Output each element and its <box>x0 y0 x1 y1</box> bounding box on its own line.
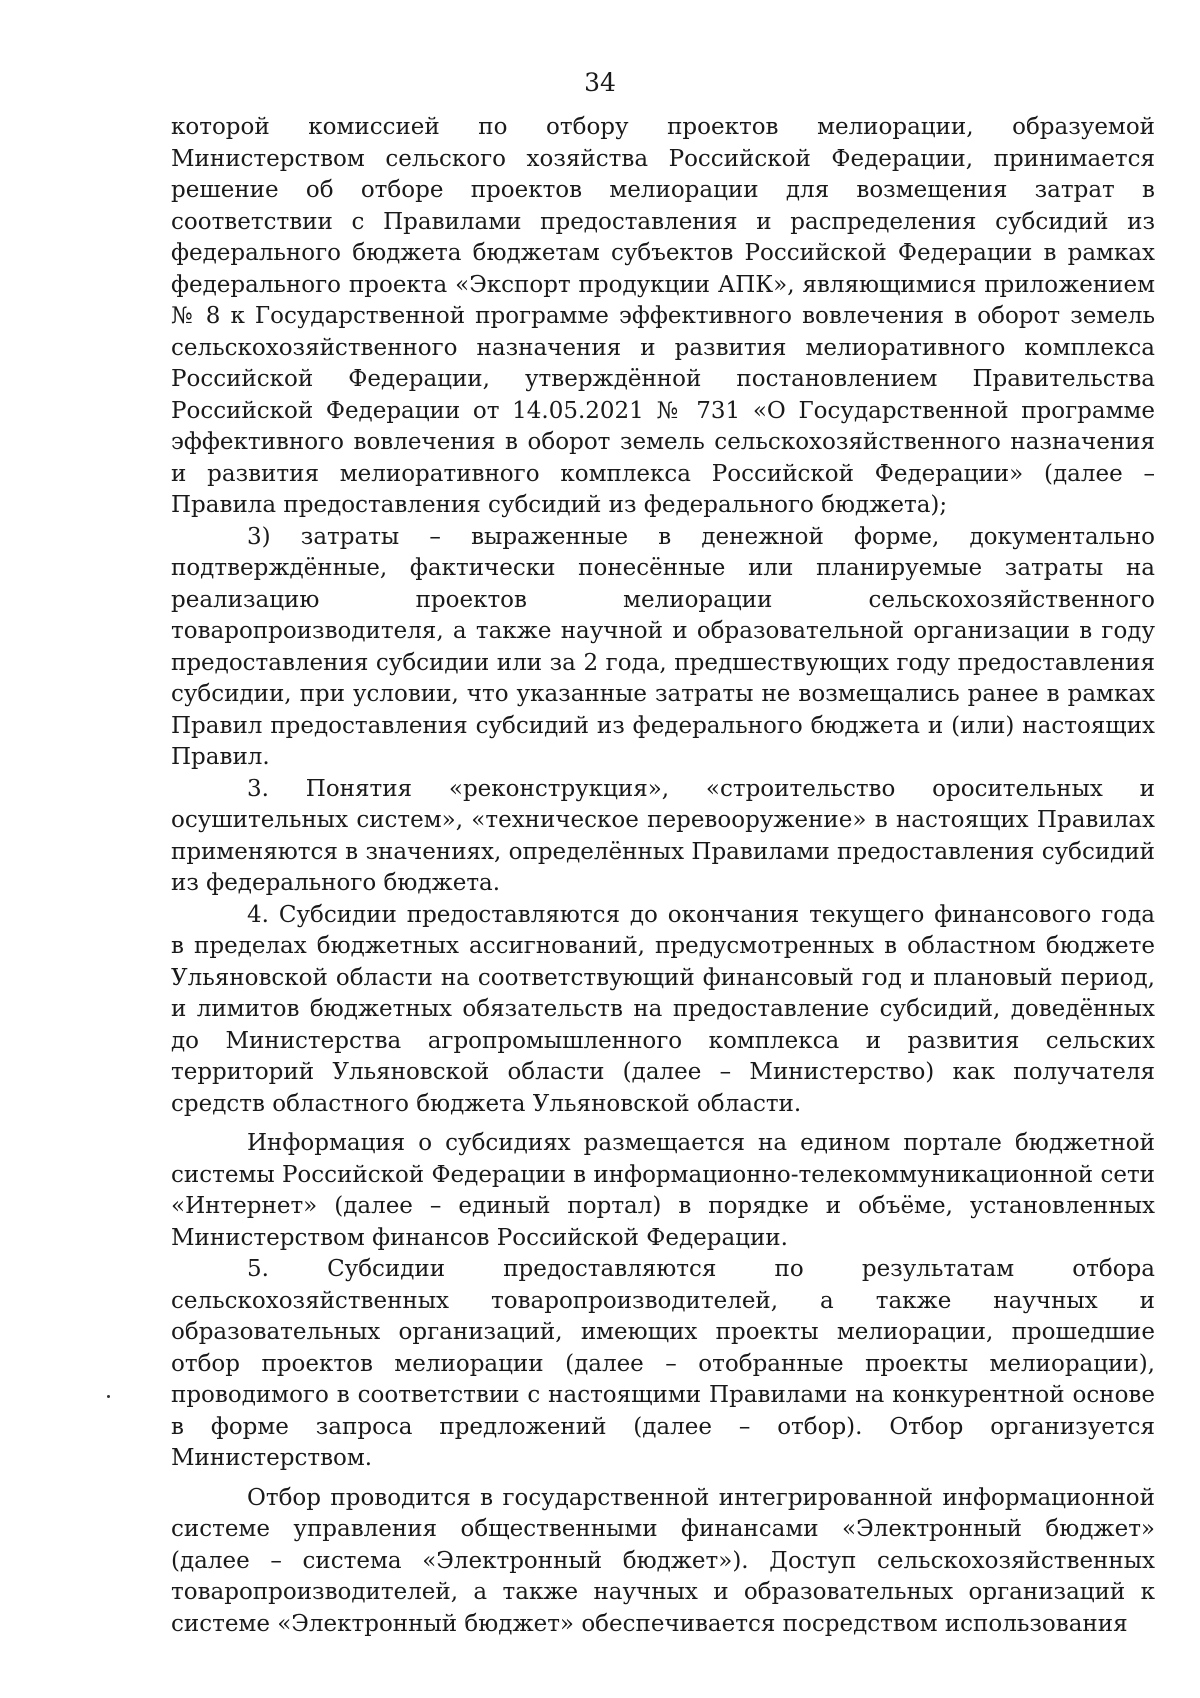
paragraph-clause-3: 3. Понятия «реконструкция», «строительство оросительных и осушительных систем», «техническое перевооружение» в настоящих Правилах применяются в значениях, определённых Правилами предоставления субсидий из федерального бюджета. <box>171 775 1155 896</box>
paragraph-info-portal: Информация о субсидиях размещается на едином портале бюджетной системы Российской Федерации в информационно-телекоммуникационной сети «Интернет» (далее – единый портал) в порядке и объёме, установленных Министерством финансов Российской Федерации. <box>171 1130 1155 1251</box>
page-number: 34 <box>584 68 616 97</box>
scan-speck <box>107 1395 110 1398</box>
paragraph-continuation: которой комиссией по отбору проектов мелиорации, образуемой Министерством сельского хозяйства Российской Федерации, принимается решение об отборе проектов мелиорации для возмещения затрат в соответствии с Правилами предоставления и распределения субсидий из федерального бюджета бюджетам субъектов Российской Федерации в рамках федерального проекта «Экспорт продукции АПК», являющимися приложением № 8 к Государственной программе эффективного вовлечения в оборот земель сельскохозяйственного назначения и развития мелиоративного комплекса Российской Федерации, утверждённой постановлением Правительства Российской Федерации от 14.05.2021 № 731 «О Государственной программе эффективного вовлечения в оборот земель сельскохозяйственного назначения и развития мелиоративного комплекса Российской Федерации» (далее – Правила предоставления субсидий из федерального бюджета); <box>171 114 1155 518</box>
paragraph-item-3-costs: 3) затраты – выраженные в денежной форме, документально подтверждённые, фактически понесённые или планируемые затраты на реализацию проектов мелиорации сельскохозяйственного товаропроизводителя, а также научной и образовательной организации в году предоставления субсидии или за 2 года, предшествующих году предоставления субсидии, при условии, что указанные затраты не возмещались ранее в рамках Правил предоставления субсидий из федерального бюджета и (или) настоящих Правил. <box>171 523 1155 770</box>
document-body <box>171 112 1155 1640</box>
paragraph-clause-4: 4. Субсидии предоставляются до окончания текущего финансового года в пределах бюджетных ассигнований, предусмотренных в областном бюджете Ульяновской области на соответствующий финансовый год и плановый период, и лимитов бюджетных обязательств на предоставление субсидий, доведённых до Министерства агропромышленного комплекса и развития сельских территорий Ульяновской области (далее – Министерство) как получателя средств областного бюджета Ульяновской области. <box>171 901 1155 1117</box>
paragraph-clause-5: 5. Субсидии предоставляются по результатам отбора сельскохозяйственных товаропроизводителей, а также научных и образовательных организаций, имеющих проекты мелиорации, прошедшие отбор проектов мелиорации (далее – отобранные проекты мелиорации), проводимого в соответствии с настоящими Правилами на конкурентной основе в форме запроса предложений (далее – отбор). Отбор организуется Министерством. <box>171 1256 1155 1471</box>
paragraph-selection-system: Отбор проводится в государственной интегрированной информационной системе управления общественными финансами «Электронный бюджет» (далее – система «Электронный бюджет»). Доступ сельскохозяйственных товаропроизводителей, а также научных и образовательных организаций к системе «Электронный бюджет» обеспечивается посредством использования <box>171 1484 1155 1637</box>
